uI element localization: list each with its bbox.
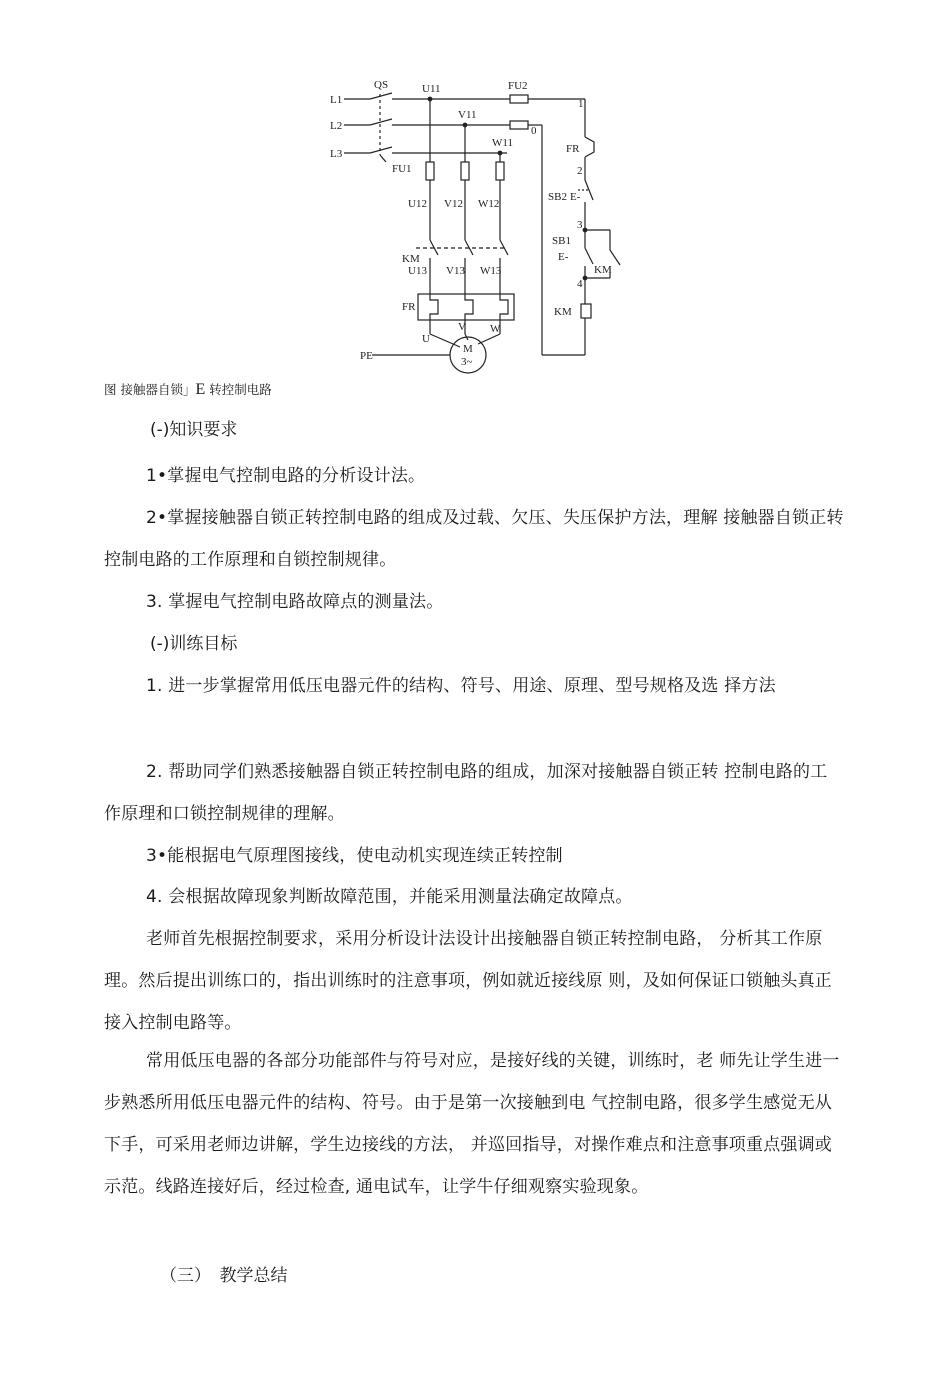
label-node-3: 3 bbox=[577, 219, 583, 231]
training-item-1: 1. 进一步掌握常用低压电器元件的结构、符号、用途、原理、型号规格及选 择方法 bbox=[146, 676, 776, 696]
label-w: W bbox=[490, 323, 501, 335]
caption-part-a: 图 接触器自锁」 bbox=[104, 382, 196, 397]
circuit-diagram bbox=[330, 72, 630, 382]
knowledge-item-1: 1•掌握电气控制电路的分析设计法。 bbox=[146, 466, 426, 486]
label-v: V bbox=[458, 321, 466, 333]
label-km-main: KM bbox=[402, 253, 420, 265]
label-w12: W12 bbox=[478, 198, 500, 210]
label-w11: W11 bbox=[492, 137, 513, 149]
paragraph-teacher-design: 老师首先根据控制要求，采用分析设计法设计出接触器自锁正转控制电路， 分析其工作原理。然后提出训练口的，指出训练时的注意事项，例如就近接线原 则，及如何保证口锁触头真正接入控制电路等。 bbox=[104, 929, 833, 1033]
label-e-start: E- bbox=[558, 251, 569, 263]
label-l3: L3 bbox=[330, 148, 343, 160]
circuit-diagram-svg bbox=[330, 72, 630, 382]
label-u11: U11 bbox=[422, 83, 441, 95]
caption-part-c: 转控制电路 bbox=[205, 382, 272, 397]
section-heading-training: (-)训练目标 bbox=[150, 634, 238, 654]
training-item-4: 4. 会根据故障现象判断故障范围，并能采用测量法确定故障点。 bbox=[146, 887, 633, 907]
paragraph-practice: 常用低压电器的各部分功能部件与符号对应，是接好线的关键，训练时，老 师先让学生进一步熟悉所用低压电器元件的结构、符号。由于是第一次接触到电 气控制电路，很多学生感觉无从下手，可采用老师边讲解，学生边接线的方法， 并巡回指导，对操作难点和注意事项重点强调或示范。线路连接好后，经过检查, 通电试车，让学牛仔细观察实验现象。 bbox=[104, 1051, 840, 1197]
label-u: U bbox=[422, 333, 430, 345]
label-node-0: 0 bbox=[531, 125, 537, 137]
label-km-coil: KM bbox=[554, 306, 572, 318]
label-v13: V13 bbox=[446, 265, 465, 277]
label-sb1: SB1 bbox=[552, 235, 571, 247]
training-item-2: 2. 帮助同学们熟悉接触器自锁正转控制电路的组成，加深对接触器自锁正转 控制电路的工作原理和口锁控制规律的理解。 bbox=[104, 762, 828, 824]
training-item-3: 3•能根据电气原理图接线，使电动机实现连续正转控制 bbox=[146, 846, 563, 866]
label-fu2: FU2 bbox=[508, 80, 528, 92]
label-u13: U13 bbox=[408, 265, 427, 277]
label-qs: QS bbox=[374, 79, 389, 91]
label-fr-ctrl: FR bbox=[566, 143, 580, 155]
caption-part-b: E bbox=[195, 381, 206, 398]
label-km-aux: KM bbox=[594, 264, 612, 276]
section-heading-summary: （三） 教学总结 bbox=[160, 1266, 288, 1286]
label-pe: PE bbox=[360, 350, 373, 362]
knowledge-item-3: 3. 掌握电气控制电路故障点的测量法。 bbox=[146, 592, 444, 612]
label-l1: L1 bbox=[330, 94, 343, 106]
label-e-stop: E- bbox=[570, 191, 581, 203]
label-fr-main: FR bbox=[402, 301, 416, 313]
section-heading-knowledge: (-)知识要求 bbox=[150, 420, 238, 440]
label-v12: V12 bbox=[444, 198, 463, 210]
label-fu1: FU1 bbox=[392, 163, 412, 175]
label-node-1: 1 bbox=[578, 98, 584, 110]
label-motor: M bbox=[463, 343, 473, 355]
label-node-2: 2 bbox=[577, 165, 583, 177]
label-v11: V11 bbox=[458, 109, 477, 121]
label-sb2: SB2 bbox=[548, 191, 567, 203]
knowledge-item-2: 2•掌握接触器自锁正转控制电路的组成及过载、欠压、失压保护方法，理解 接触器自锁正转控制电路的工作原理和自锁控制规律。 bbox=[104, 508, 844, 570]
label-u12: U12 bbox=[408, 198, 427, 210]
label-motor-phase: 3~ bbox=[461, 356, 473, 368]
label-l2: L2 bbox=[330, 120, 343, 132]
label-node-4: 4 bbox=[577, 278, 583, 290]
label-w13: W13 bbox=[480, 265, 502, 277]
figure-caption bbox=[104, 380, 272, 400]
